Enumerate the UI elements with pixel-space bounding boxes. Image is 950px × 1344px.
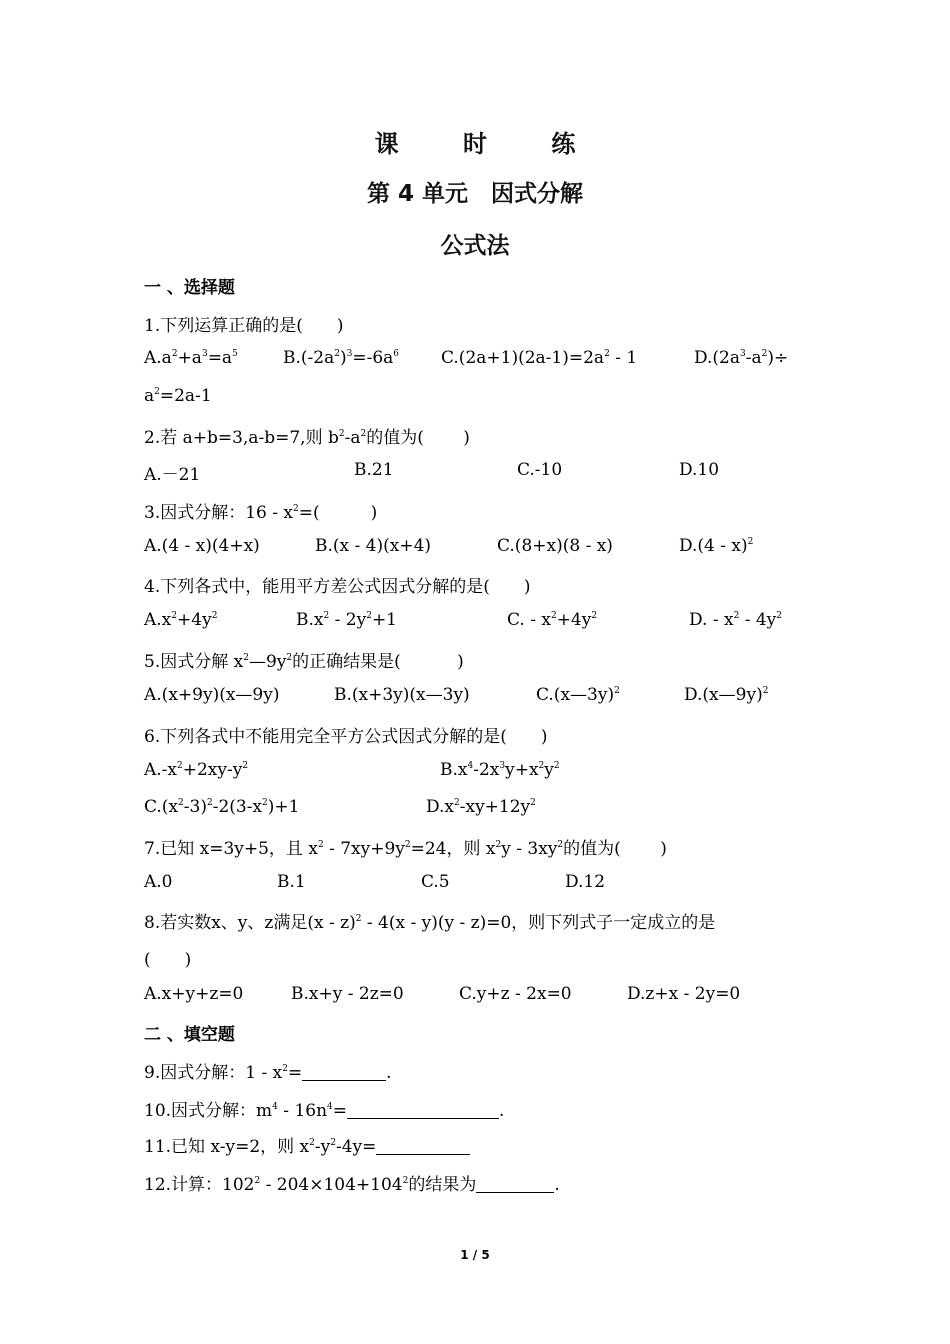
question-10: 10.因式分解：$m^4 - 16n^4=$ . <box>144 1101 505 1121</box>
question-12: 12.计算：$102^2 - 204\times 104+104^2$的结果为 . <box>144 1175 560 1195</box>
q5-option-c: C.(x—3y)$^2$ <box>536 685 620 705</box>
q8-option-c: C.y+z - 2x=0 <box>459 984 572 1004</box>
question-3: 3.因式分解：$16 - x^2=$( ) <box>144 503 378 523</box>
question-8-paren: ( ) <box>144 950 192 970</box>
question-1: 1.下列运算正确的是( ) <box>144 316 344 336</box>
answer-blank[interactable] <box>302 1062 386 1081</box>
question-6: 6.下列各式中不能用完全平方公式因式分解的是( ) <box>144 727 548 747</box>
q6-option-c: $C.(x^2-3)^2-2(3-x^2)+1$ <box>144 797 300 817</box>
unit-title: 第 4 单元 因式分解 <box>366 181 584 207</box>
q2-option-b: B.21 <box>354 460 394 480</box>
section-heading-choice: 一 、选择题 <box>144 278 235 298</box>
q8-option-a: A.x+y+z=0 <box>144 984 244 1004</box>
page-number: 1 / 5 <box>460 1248 490 1262</box>
q7-option-c: C.5 <box>421 872 450 892</box>
q3-option-d: D.(4 - x)$^2$ <box>679 536 754 556</box>
q2-option-c: C.-10 <box>517 460 563 480</box>
answer-blank[interactable] <box>476 1174 554 1193</box>
q4-option-b: $B.x^2 - 2y^2+1$ <box>296 610 397 630</box>
q6-option-a: $A.-x^2+2xy-y^2$ <box>144 760 249 780</box>
q1-option-c: $C.(2a+1)(2a-1)=2a^2 - 1$ <box>441 348 638 368</box>
answer-blank[interactable] <box>347 1100 499 1119</box>
q3-option-c: C.(8+x)(8 - x) <box>497 536 613 556</box>
question-2: 2.若 a+b=3,a-b=7,则 $b^2-a^2$的值为( ) <box>144 428 470 448</box>
q1-option-a: $A.a^2+a^3=a^5$ <box>144 348 238 368</box>
q7-option-b: B.1 <box>277 872 306 892</box>
section-heading-fill: 二 、填空题 <box>144 1025 235 1045</box>
q7-option-a: A.0 <box>144 872 173 892</box>
q8-option-b: B.x+y - 2z=0 <box>291 984 404 1004</box>
q6-option-b: $B.x^4-2x^3y+x^2y^2$ <box>440 760 560 780</box>
q7-option-d: D.12 <box>565 872 606 892</box>
q1-option-d-cont: $a^2=2a-1$ <box>144 386 212 406</box>
q2-option-a: A.－21 <box>144 465 201 485</box>
question-8: 8.若实数x、y、z满足(x - z)$^2$ - 4(x - y)(y - z)=0，则下列式子一定成立的是 <box>144 913 716 933</box>
question-4: 4.下列各式中，能用平方差公式因式分解的是( ) <box>144 577 531 597</box>
answer-blank[interactable] <box>376 1136 470 1155</box>
question-7: 7.已知 x=3y+5，且 $x^2 - 7xy+9y^2=24$，则 $x^2y - 3xy^2$的值为( ) <box>144 839 667 859</box>
q1-option-b: $B.(-2a^2)^3=-6a^6$ <box>283 348 400 368</box>
q4-option-a: $A.x^2+4y^2$ <box>144 610 218 630</box>
q6-option-d: $D.x^2-xy+12y^2$ <box>426 797 536 817</box>
question-11: 11.已知 x-y=2，则 $x^2-y^2-4y=$ <box>144 1132 470 1157</box>
question-5: 5.因式分解 $x^2—9y^2$的正确结果是( ) <box>144 652 464 672</box>
q4-option-d: D. - $x^2 - 4y^2$ <box>689 610 783 630</box>
q5-option-b: B.(x+3y)(x—3y) <box>334 685 470 705</box>
q4-option-c: C. - $x^2+4y^2$ <box>507 610 598 630</box>
question-9: 9.因式分解：$1 - x^2=$ . <box>144 1063 392 1083</box>
q3-option-a: A.(4 - x)(4+x) <box>144 536 260 556</box>
q2-option-d: D.10 <box>679 460 720 480</box>
topic-title: 公式法 <box>440 233 510 259</box>
q5-option-d: D.(x—9y)$^2$ <box>684 685 769 705</box>
q1-option-d: $D.(2a^3-a^2)\div$ <box>694 348 789 368</box>
page-title: 课 时 练 <box>374 130 604 158</box>
q5-option-a: A.(x+9y)(x—9y) <box>144 685 280 705</box>
q8-option-d: D.z+x - 2y=0 <box>627 984 741 1004</box>
q3-option-b: B.(x - 4)(x+4) <box>315 536 432 556</box>
